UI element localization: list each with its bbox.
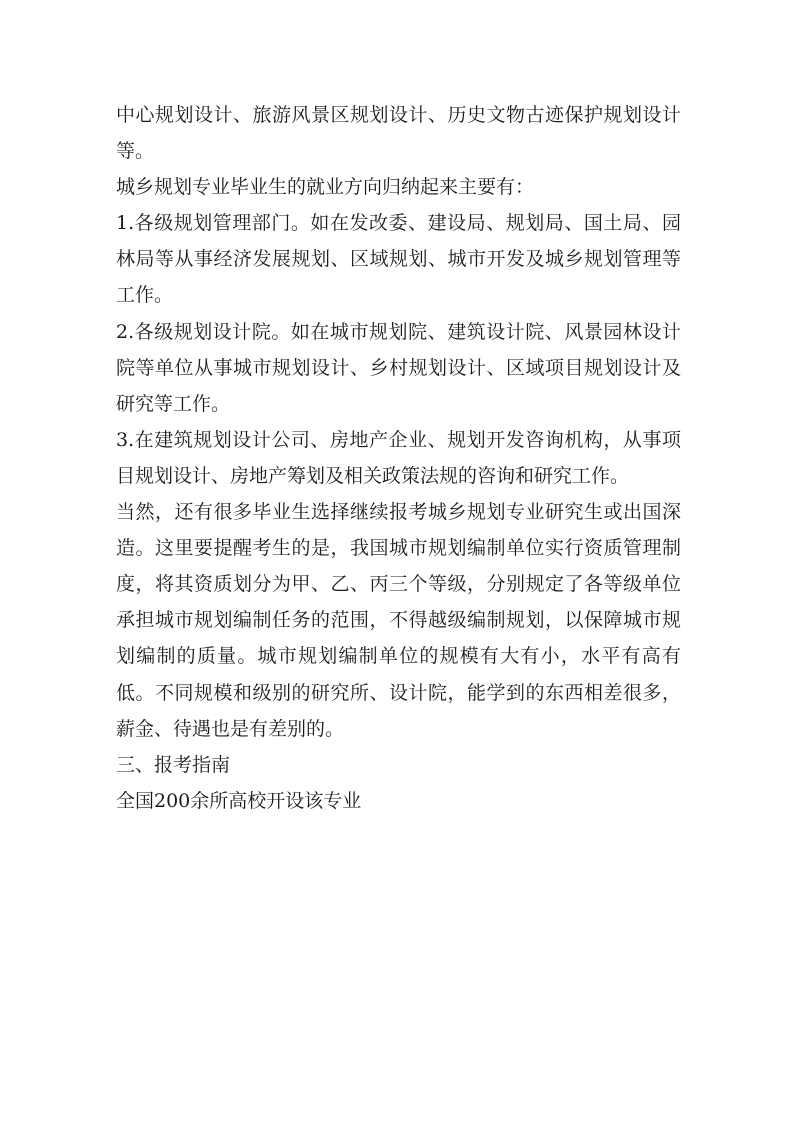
paragraph-employment-intro: 城乡规划专业毕业生的就业方向归纳起来主要有：: [116, 176, 535, 199]
section-heading: 三、报考指南: [116, 753, 231, 776]
paragraph-item-3: 3.在建筑规划设计公司、房地产企业、规划开发咨询机构，从事项目规划设计、房地产筹划及相关政策法规的咨询和研究工作。: [116, 428, 681, 487]
paragraph-schools: 全国200余所高校开设该专业: [116, 789, 362, 812]
paragraph-item-2: 2.各级规划设计院。如在城市规划院、建筑设计院、风景园林设计院等单位从事城市规划设计、乡村规划设计、区域项目规划设计及研究等工作。: [116, 320, 681, 415]
paragraph-continuation: 中心规划设计、旅游风景区规划设计、历史文物古迹保护规划设计等。: [116, 104, 681, 163]
paragraph-further-study: 当然，还有很多毕业生选择继续报考城乡规划专业研究生或出国深造。这里要提醒考生的是，我国城市规划编制单位实行资质管理制度，将其资质划分为甲、乙、丙三个等级，分别规定了各等级单位承担城市规划编制任务的范围，不得越级编制规划，以保障城市规划编制的质量。城市规划编制单位的规模有大有小，水平有高有低。不同规模和级别的研究所、设计院，能学到的东西相差很多，薪金、待遇也是有差别的。: [116, 501, 681, 740]
paragraph-item-1: 1.各级规划管理部门。如在发改委、建设局、规划局、国土局、园林局等从事经济发展规划、区域规划、城市开发及城乡规划管理等工作。: [116, 212, 681, 307]
document-body: [116, 97, 681, 819]
